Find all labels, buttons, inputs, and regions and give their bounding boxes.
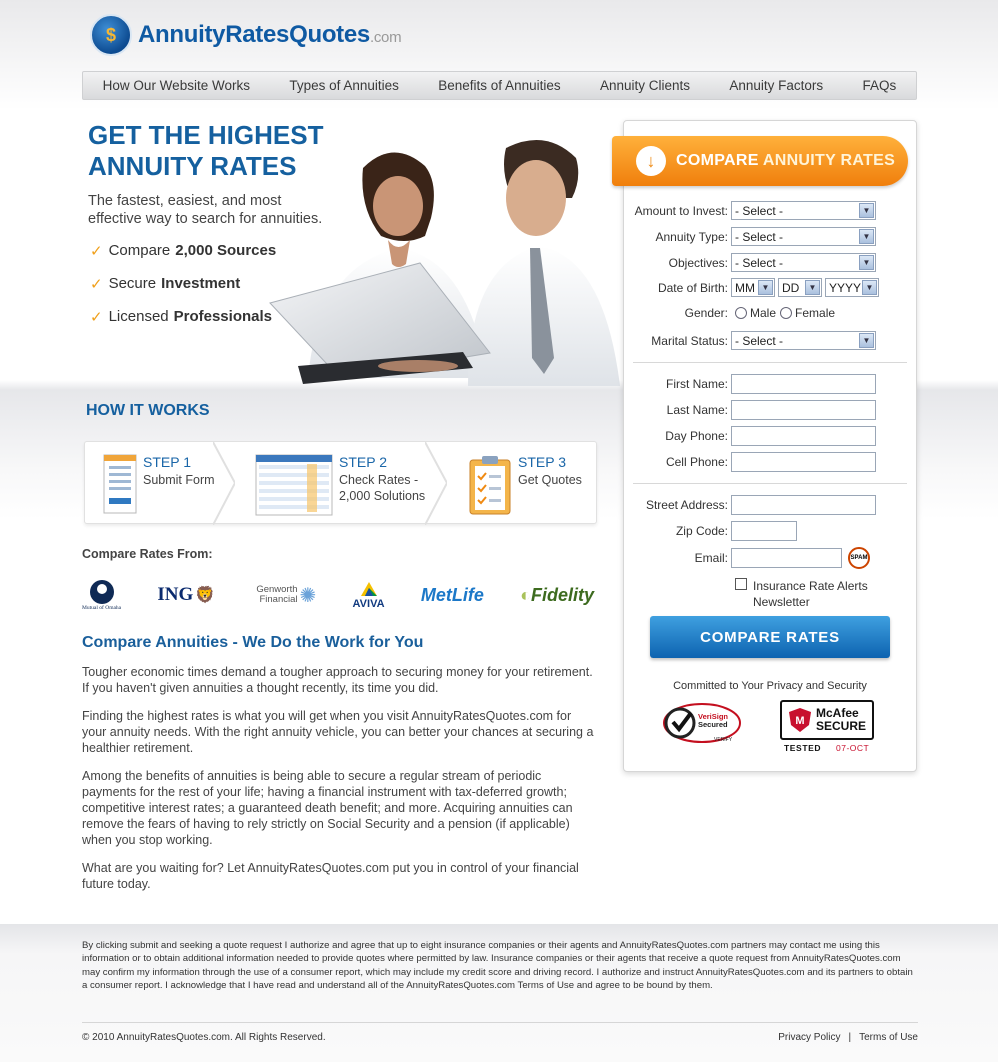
footer-links: Privacy Policy | Terms of Use xyxy=(778,1032,918,1043)
step-divider xyxy=(425,442,447,525)
step-text: Get Quotes xyxy=(518,473,582,487)
compare-rates-button[interactable]: COMPARE RATES xyxy=(650,616,890,658)
day-phone-input[interactable] xyxy=(731,426,876,446)
amount-row: Amount to Invest: - Select - ▼ xyxy=(626,201,876,220)
article-paragraph: Tougher economic times demand a tougher approach to securing money for your retirement. If you haven't given annuities a thought recently, its time you did. xyxy=(82,665,593,695)
footer-divider xyxy=(82,1022,918,1023)
dob-month-select[interactable]: MM ▼ xyxy=(731,278,775,297)
marital-status-select[interactable]: - Select - ▼ xyxy=(731,331,876,350)
no-spam-icon: SPAM xyxy=(848,547,870,569)
logo-wordmark: AnnuityRatesQuotes.com xyxy=(138,21,402,48)
hero-title: GET THE HIGHEST ANNUITY RATES xyxy=(88,120,324,181)
chevron-down-icon: ▼ xyxy=(859,203,874,218)
metlife-logo: MetLife xyxy=(420,584,484,605)
genworth-logo: Genworth Financial ✺ xyxy=(256,584,317,607)
hero-people-laptop-image xyxy=(268,128,620,386)
street-address-input[interactable] xyxy=(731,495,876,515)
zip-code-input[interactable] xyxy=(731,521,797,541)
fidelity-logo: ◐ Fidelity xyxy=(520,584,594,605)
chevron-down-icon: ▼ xyxy=(859,229,874,244)
article-paragraph: What are you waiting for? Let AnnuityRatesQuotes.com put you in control of your financial future today. xyxy=(82,861,579,891)
shield-icon xyxy=(788,707,812,733)
annuity-type-row: Annuity Type: - Select - ▼ xyxy=(626,227,876,246)
privacy-note: Committed to Your Privacy and Security xyxy=(673,680,867,692)
objectives-select[interactable]: - Select - ▼ xyxy=(731,253,876,272)
hero-subtitle: The fastest, easiest, and most effective way to search for annuities. xyxy=(88,193,323,227)
newsletter-checkbox[interactable] xyxy=(735,578,747,590)
nav-benefits-of-annuities[interactable]: Benefits of Annuities xyxy=(438,78,561,93)
how-it-works-title: HOW IT WORKS xyxy=(86,402,210,419)
chevron-down-icon: ▼ xyxy=(859,255,874,270)
email-row: Email: SPAM xyxy=(626,547,870,569)
day-phone-row: Day Phone: xyxy=(626,426,876,446)
benefit-list xyxy=(90,242,276,341)
street-row: Street Address: xyxy=(626,495,876,515)
step-divider xyxy=(213,442,235,525)
first-name-input[interactable] xyxy=(731,374,876,394)
email-input[interactable] xyxy=(731,548,842,568)
step-2 xyxy=(255,454,434,516)
main-nav xyxy=(82,71,917,100)
compare-annuity-rates-banner: ↓ COMPARE ANNUITY RATES xyxy=(612,136,908,186)
steps-panel xyxy=(84,441,597,524)
dob-day-select[interactable]: DD ▼ xyxy=(778,278,822,297)
site-logo[interactable] xyxy=(90,14,401,56)
terms-of-use-link[interactable]: Terms of Use xyxy=(859,1032,918,1043)
nav-how-our-website-works[interactable]: How Our Website Works xyxy=(102,78,250,93)
gender-row: Gender: Male Female xyxy=(684,306,836,320)
marital-row: Marital Status: - Select - ▼ xyxy=(626,331,876,350)
step-text: Submit Form xyxy=(143,473,215,487)
step-title: STEP 2 xyxy=(339,454,387,470)
form-divider xyxy=(633,362,907,363)
ing-logo: ING 🦁 xyxy=(157,584,216,605)
annuity-type-select[interactable]: - Select - ▼ xyxy=(731,227,876,246)
chevron-down-icon: ▼ xyxy=(859,333,874,348)
mcafee-secure-badge[interactable]: M McAfee SECURE TESTED 07-OCT xyxy=(780,700,876,756)
step-title: STEP 3 xyxy=(518,454,566,470)
newsletter-option: Insurance Rate Alerts Newsletter xyxy=(735,578,883,610)
article-paragraph: Among the benefits of annuities is being able to secure a regular stream of periodic payments for the rest of your life; having a financial instrument with tax-deferred growth; competitive interest rates; a guaranteed death benefit; and more. Acquiring annuities can remove the fears of having to rely strictly on Social Security and a pension (if applicable) when you stop working. xyxy=(82,769,573,847)
gender-male-radio[interactable] xyxy=(735,307,747,319)
article-body xyxy=(82,664,594,904)
nav-annuity-factors[interactable]: Annuity Factors xyxy=(729,78,824,93)
rates-table-icon xyxy=(255,454,333,516)
benefit-item: ✓ Secure Investment xyxy=(90,275,241,293)
last-name-row: Last Name: xyxy=(626,400,876,420)
privacy-policy-link[interactable]: Privacy Policy xyxy=(778,1032,841,1043)
step-3 xyxy=(468,454,582,516)
zip-row: Zip Code: xyxy=(626,521,797,541)
compare-rates-from-label: Compare Rates From: xyxy=(82,547,213,561)
nav-faqs[interactable]: FAQs xyxy=(862,78,897,93)
amount-to-invest-select[interactable]: - Select - ▼ xyxy=(731,201,876,220)
nav-annuity-clients[interactable]: Annuity Clients xyxy=(599,78,691,93)
verisign-badge[interactable]: VeriSign Secured VERIFY xyxy=(662,700,748,746)
dob-year-select[interactable]: YYYY ▼ xyxy=(825,278,879,297)
cell-phone-input[interactable] xyxy=(731,452,876,472)
aviva-logo: AVIVA xyxy=(353,580,385,610)
svg-text:M: M xyxy=(795,715,805,727)
form-document-icon xyxy=(103,454,137,514)
article-title: Compare Annuities - We Do the Work for You xyxy=(82,634,424,651)
cell-phone-row: Cell Phone: xyxy=(626,452,876,472)
partner-logos xyxy=(82,574,594,616)
dob-row: Date of Birth: MM ▼ DD ▼ YYYY ▼ xyxy=(626,278,879,297)
benefit-item: ✓ Compare 2,000 Sources xyxy=(90,242,277,260)
step-text: Check Rates - 2,000 Solutions xyxy=(339,473,426,503)
chevron-down-icon: ▼ xyxy=(758,280,773,295)
checkmark-icon: ✓ xyxy=(90,243,103,260)
checkmark-icon: ✓ xyxy=(90,276,103,293)
chevron-down-icon: ▼ xyxy=(862,280,877,295)
step-1 xyxy=(103,454,215,514)
chevron-down-icon: ▼ xyxy=(805,280,820,295)
clipboard-checklist-icon xyxy=(468,454,512,516)
money-bag-icon: $ xyxy=(90,14,132,56)
last-name-input[interactable] xyxy=(731,400,876,420)
step-title: STEP 1 xyxy=(143,454,191,470)
article-paragraph: Finding the highest rates is what you will get when you visit AnnuityRatesQuotes.com for your annuity needs. With the right annuity vehicle, you can better your chances at securing a healthier retirement. xyxy=(82,709,594,755)
benefit-item: ✓ Licensed Professionals xyxy=(90,308,272,326)
nav-types-of-annuities[interactable]: Types of Annuities xyxy=(289,78,399,93)
checkmark-icon: ✓ xyxy=(90,309,103,326)
first-name-row: First Name: xyxy=(626,374,876,394)
arrow-down-icon: ↓ xyxy=(636,146,666,176)
gender-female-radio[interactable] xyxy=(780,307,792,319)
form-divider xyxy=(633,483,907,484)
copyright: © 2010 AnnuityRatesQuotes.com. All Rights Reserved. xyxy=(82,1032,326,1043)
legal-disclaimer: By clicking submit and seeking a quote request I authorize and agree that up to eight insurance companies or their agents and AnnuityRatesQuotes.com partners may contact me using this information or to obtain additional information needed to provide quotes where permitted by law. Insurance companies or their agents that receive a quote request from AnnuityRatesQuotes.com may confirm my information through the use of a consumer report, which may include my credit score and driving record. I authorize and instruct AnnuityRatesQuotes.com and its partners to obtain a consumer report. I acknowledge that I have read and understand all of the AnnuityRatesQuotes.com Terms of Use and agree to be bound by them. xyxy=(82,940,913,991)
objectives-row: Objectives: - Select - ▼ xyxy=(626,253,876,272)
mutual-of-omaha-logo: Mutual of Omaha xyxy=(82,579,121,611)
